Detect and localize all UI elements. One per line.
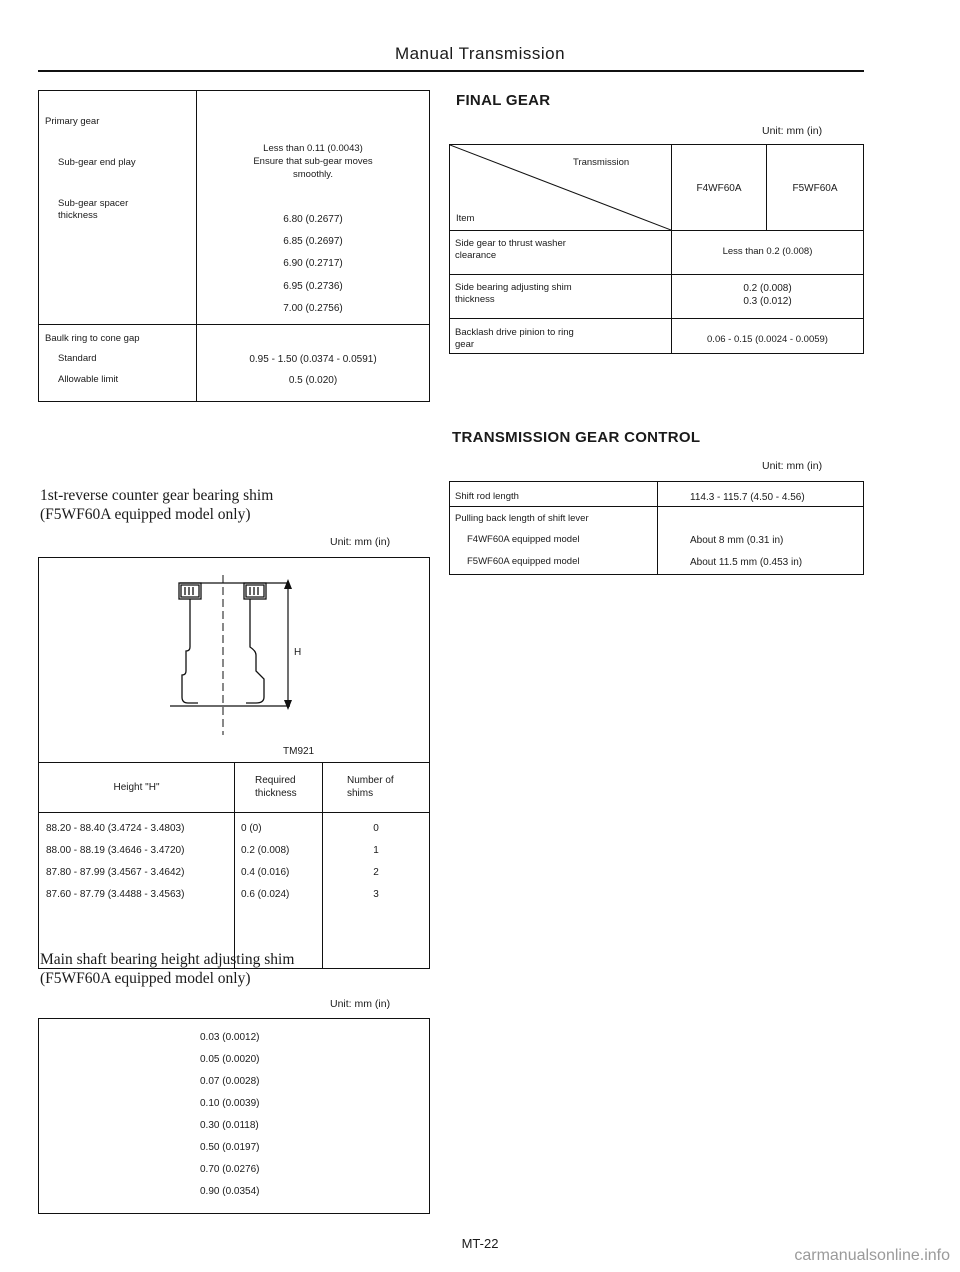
- bearing-diagram: [160, 575, 330, 745]
- row-subgear-spacer: Sub-gear spacer: [58, 198, 129, 209]
- allowable-value: 0.5 (0.020): [288, 375, 338, 386]
- shift-rod-value: 114.3 - 115.7 (4.50 - 4.56): [690, 492, 805, 503]
- main-shaft-title: Main shaft bearing height adjusting shim: [40, 951, 295, 968]
- f5wf60a-value: About 11.5 mm (0.453 in): [690, 557, 803, 568]
- row-side-gear: Side gear to thrust washer: [455, 238, 566, 249]
- standard-value: 0.95 - 1.50 (0.0374 - 0.0591): [249, 354, 377, 365]
- counter-shim-subtitle: (F5WF60A equipped model only): [40, 506, 251, 523]
- spacer-value: 6.90 (0.2717): [283, 258, 343, 269]
- gear-control-row-rule: [450, 506, 863, 507]
- spacer-value: 7.00 (0.2756): [283, 303, 343, 314]
- table-cell-thickness: 0.4 (0.016): [241, 867, 290, 878]
- table-cell-thickness: 0.2 (0.008): [241, 845, 290, 856]
- shim-value: 0.70 (0.0276): [200, 1164, 260, 1175]
- final-gear-header-rule: [450, 230, 863, 231]
- counter-shim-title: 1st-reverse counter gear bearing shim: [40, 487, 274, 504]
- diag-item: Item: [456, 213, 475, 224]
- spacer-value: 6.95 (0.2736): [283, 281, 343, 292]
- col-required-2: thickness: [255, 788, 297, 799]
- backlash-value: 0.06 - 0.15 (0.0024 - 0.0059): [707, 334, 828, 345]
- row-shift-rod: Shift rod length: [455, 491, 519, 502]
- shim-value: 0.05 (0.0020): [200, 1054, 260, 1065]
- col-f5wf60a: F5WF60A: [792, 183, 838, 194]
- side-gear-value: Less than 0.2 (0.008): [722, 246, 813, 257]
- row-subgear-spacer-2: thickness: [58, 210, 98, 221]
- f4wf60a-value: About 8 mm (0.31 in): [690, 535, 784, 546]
- table-cell-shims: 2: [373, 867, 379, 878]
- gear-control-col-divider: [657, 482, 658, 574]
- row-side-bearing-2: thickness: [455, 294, 495, 305]
- shim-value: 0.03 (0.0012): [200, 1032, 260, 1043]
- shim-value: 0.90 (0.0354): [200, 1186, 260, 1197]
- table-cell-height: 87.60 - 87.79 (3.4488 - 3.4563): [46, 889, 185, 900]
- final-gear-row-rule: [450, 318, 863, 319]
- end-play-note: Ensure that sub-gear moves: [253, 156, 373, 167]
- shim-value: 0.30 (0.0118): [200, 1120, 259, 1131]
- diagram-code: TM921: [283, 746, 315, 757]
- col-height: Height "H": [113, 782, 160, 793]
- diag-transmission: Transmission: [573, 157, 630, 168]
- row-f4wf60a-model: F4WF60A equipped model: [467, 534, 580, 545]
- col-number: Number of: [347, 775, 394, 786]
- table-cell-thickness: 0.6 (0.024): [241, 889, 290, 900]
- row-baulk-ring: Baulk ring to cone gap: [45, 333, 140, 344]
- table-cell-shims: 3: [373, 889, 379, 900]
- side-bearing-value: 0.2 (0.008): [743, 283, 792, 294]
- row-side-bearing: Side bearing adjusting shim: [455, 282, 572, 293]
- final-gear-unit: Unit: mm (in): [762, 125, 823, 137]
- gear-control-heading: TRANSMISSION GEAR CONTROL: [452, 429, 701, 446]
- final-gear-row-rule: [450, 274, 863, 275]
- row-standard: Standard: [58, 353, 97, 364]
- row-pulling-back: Pulling back length of shift lever: [455, 513, 589, 524]
- row-primary-gear: Primary gear: [45, 116, 100, 127]
- col-f4wf60a: F4WF60A: [696, 183, 742, 194]
- diagram-label-h: H: [294, 647, 302, 658]
- end-play-value: Less than 0.11 (0.0043): [263, 143, 363, 154]
- page-title: Manual Transmission: [394, 44, 566, 63]
- main-shaft-subtitle: (F5WF60A equipped model only): [40, 970, 251, 987]
- diagonal-header-line: [450, 145, 671, 230]
- final-gear-heading: FINAL GEAR: [456, 92, 551, 109]
- row-subgear-end-play: Sub-gear end play: [58, 157, 136, 168]
- main-shaft-unit: Unit: mm (in): [330, 998, 391, 1010]
- counter-shim-unit: Unit: mm (in): [330, 536, 391, 548]
- primary-table-row-divider: [39, 324, 429, 325]
- shim-value: 0.07 (0.0028): [200, 1076, 260, 1087]
- watermark: carmanualsonline.info: [794, 1247, 950, 1264]
- end-play-note-2: smoothly.: [293, 169, 333, 180]
- row-side-gear-2: clearance: [455, 250, 497, 261]
- col-number-2: shims: [347, 788, 374, 799]
- spacer-value: 6.85 (0.2697): [283, 236, 343, 247]
- table-cell-height: 88.20 - 88.40 (3.4724 - 3.4803): [46, 823, 185, 834]
- row-allowable-limit: Allowable limit: [58, 374, 119, 385]
- row-backlash-2: gear: [455, 339, 475, 350]
- page-number: MT-22: [461, 1236, 499, 1251]
- gear-control-unit: Unit: mm (in): [762, 460, 823, 472]
- header-rule: [38, 70, 864, 72]
- col-required: Required: [255, 775, 296, 786]
- row-backlash: Backlash drive pinion to ring: [455, 327, 574, 338]
- table-cell-thickness: 0 (0): [241, 823, 262, 834]
- table-cell-height: 87.80 - 87.99 (3.4567 - 3.4642): [46, 867, 185, 878]
- row-f5wf60a-model: F5WF60A equipped model: [467, 556, 580, 567]
- shim-value: 0.50 (0.0197): [200, 1142, 260, 1153]
- table-cell-shims: 0: [373, 823, 379, 834]
- table-cell-shims: 1: [373, 845, 379, 856]
- counter-table-col-divider: [234, 763, 235, 968]
- side-bearing-value-2: 0.3 (0.012): [743, 296, 792, 307]
- table-cell-height: 88.00 - 88.19 (3.4646 - 3.4720): [46, 845, 185, 856]
- shim-value: 0.10 (0.0039): [200, 1098, 260, 1109]
- spacer-value: 6.80 (0.2677): [283, 214, 343, 225]
